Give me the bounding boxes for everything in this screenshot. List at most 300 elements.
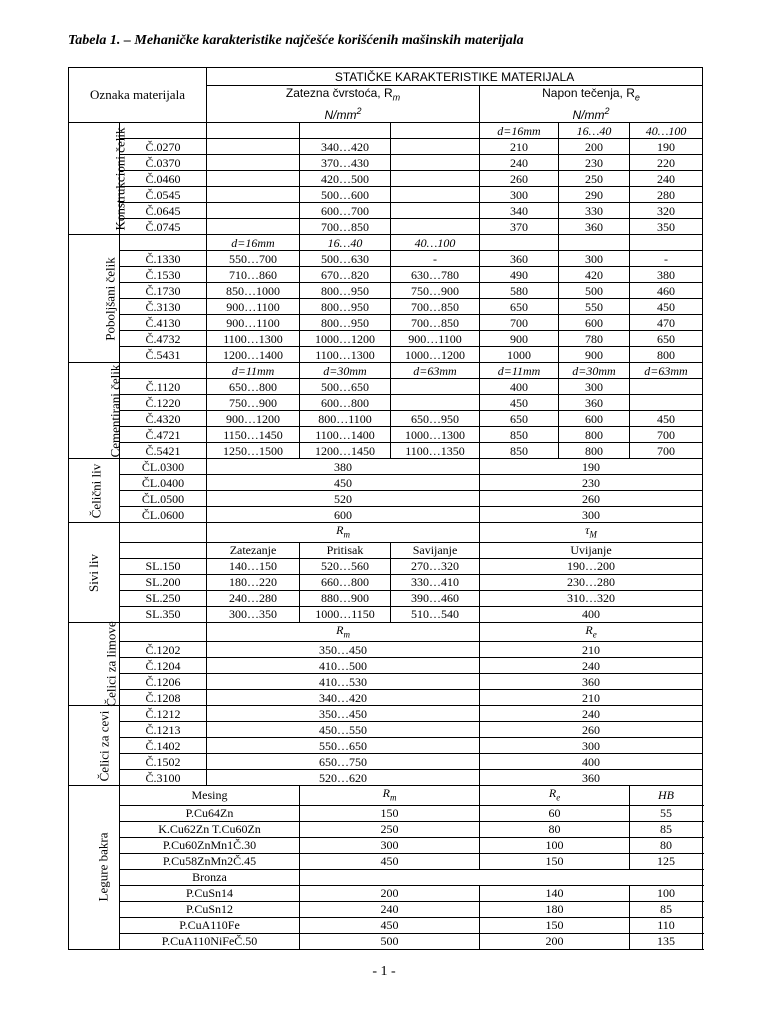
- value-cell: 700: [480, 315, 559, 331]
- header-zatezna-text: Zatezna čvrstoća, R: [285, 86, 393, 100]
- group-label: [69, 459, 120, 523]
- value-cell: 100: [480, 837, 630, 853]
- value-cell: [207, 219, 300, 235]
- subheader-hb: HB: [630, 786, 703, 805]
- value-cell: 880…900: [300, 590, 391, 606]
- material-designation: P.Cu60ZnMn1Č.30: [120, 837, 300, 853]
- material-designation: SL.150: [120, 558, 207, 574]
- value-cell: 300: [559, 251, 630, 267]
- value-cell: 600…800: [300, 395, 391, 411]
- value-cell: 350…450: [207, 642, 480, 658]
- value-cell: 135: [630, 933, 703, 949]
- table-row: [69, 203, 703, 219]
- value-cell: 850: [480, 443, 559, 459]
- value-cell: 210: [480, 690, 703, 706]
- value-cell: 260: [480, 491, 703, 507]
- value-cell: 410…500: [207, 658, 480, 674]
- value-cell: 800: [630, 347, 703, 363]
- subheader-cell: d=30mm: [300, 363, 391, 379]
- value-cell: 450: [480, 395, 559, 411]
- value-cell: 300: [480, 187, 559, 203]
- value-cell: 850: [480, 427, 559, 443]
- subheader-cell: d=63mm: [630, 363, 703, 379]
- material-designation: Č.1212: [120, 706, 207, 722]
- value-cell: 710…860: [207, 267, 300, 283]
- table-row: [69, 933, 703, 949]
- symbol-subscript: e: [556, 792, 561, 803]
- group-label: [69, 235, 120, 363]
- table-row: [69, 622, 703, 641]
- subheader-rm: [207, 622, 480, 641]
- table-row: [69, 805, 703, 821]
- value-cell: 280: [630, 187, 703, 203]
- value-cell: 800…950: [300, 299, 391, 315]
- subheader-re: [480, 786, 630, 805]
- table-row: [69, 837, 703, 853]
- value-cell: 800…950: [300, 315, 391, 331]
- table-row: [69, 574, 703, 590]
- value-cell: 140: [480, 885, 630, 901]
- material-designation: Č.0545: [120, 187, 207, 203]
- symbol-subscript: e: [592, 629, 597, 640]
- value-cell: 410…530: [207, 674, 480, 690]
- value-cell: [391, 139, 480, 155]
- table-row: [69, 901, 703, 917]
- table-row: [69, 786, 703, 805]
- table-row: [69, 267, 703, 283]
- value-cell: 500…600: [300, 187, 391, 203]
- subheader-cell: d=16mm: [480, 123, 559, 139]
- value-cell: 450…550: [207, 722, 480, 738]
- value-cell: 150: [480, 853, 630, 869]
- table-row: [69, 642, 703, 658]
- value-cell: 240: [480, 155, 559, 171]
- subheader-re: [480, 622, 703, 641]
- table-row: [69, 315, 703, 331]
- subheader-cell: [300, 123, 391, 139]
- value-cell: 370…430: [300, 155, 391, 171]
- value-cell: 230: [559, 155, 630, 171]
- symbol-subscript: m: [389, 792, 397, 803]
- value-cell: 450: [207, 475, 480, 491]
- group-label-text: Čelici za limove: [103, 621, 119, 707]
- value-cell: 520: [207, 491, 480, 507]
- value-cell: 370: [480, 219, 559, 235]
- subheader-cell: d=11mm: [480, 363, 559, 379]
- value-cell: 780: [559, 331, 630, 347]
- material-designation: Č.4130: [120, 315, 207, 331]
- value-cell: 450: [630, 411, 703, 427]
- table-row: [69, 475, 703, 491]
- value-cell: 80: [480, 821, 630, 837]
- material-designation: Č.1530: [120, 267, 207, 283]
- value-cell: 650…950: [391, 411, 480, 427]
- value-cell: 360: [559, 219, 630, 235]
- subheader-cell: [630, 235, 703, 251]
- group-label-text: Konstrukcioni čelik: [112, 127, 128, 231]
- material-designation: K.Cu62Zn T.Cu60Zn: [120, 821, 300, 837]
- group-label-text: Cementirani čelik: [107, 364, 123, 458]
- value-cell: 190…200: [480, 558, 703, 574]
- table-row: [69, 558, 703, 574]
- materials-table: [68, 67, 703, 950]
- value-cell: 1100…1300: [300, 347, 391, 363]
- material-designation: SL.350: [120, 606, 207, 622]
- value-cell: [207, 171, 300, 187]
- subheader-cell: Uvijanje: [480, 542, 703, 558]
- symbol: R: [382, 786, 390, 801]
- empty-cell: [120, 622, 207, 641]
- group-label: [69, 523, 120, 622]
- table-row: [69, 885, 703, 901]
- table-row: [69, 917, 703, 933]
- table-row: [69, 821, 703, 837]
- value-cell: -: [391, 251, 480, 267]
- value-cell: 200: [480, 933, 630, 949]
- value-cell: 700: [630, 427, 703, 443]
- value-cell: 340…420: [300, 139, 391, 155]
- table-row: [69, 331, 703, 347]
- value-cell: 1100…1300: [207, 331, 300, 347]
- value-cell: 200: [300, 885, 480, 901]
- table-row: [69, 706, 703, 722]
- material-designation: Č.0745: [120, 219, 207, 235]
- value-cell: 900…1100: [391, 331, 480, 347]
- value-cell: [207, 139, 300, 155]
- value-cell: 650: [630, 331, 703, 347]
- value-cell: 580: [480, 283, 559, 299]
- table-row: [69, 853, 703, 869]
- table-row: [69, 427, 703, 443]
- value-cell: 800…1100: [300, 411, 391, 427]
- table-row: [69, 68, 703, 86]
- table-row: [69, 658, 703, 674]
- table-row: [69, 379, 703, 395]
- group-label: [69, 622, 120, 705]
- material-designation: ČL.0400: [120, 475, 207, 491]
- value-cell: [391, 187, 480, 203]
- table-row: [69, 606, 703, 622]
- value-cell: 240: [480, 658, 703, 674]
- value-cell: 260: [480, 722, 703, 738]
- material-designation: Č.0645: [120, 203, 207, 219]
- value-cell: 800: [559, 427, 630, 443]
- value-cell: 110: [630, 917, 703, 933]
- value-cell: 900: [480, 331, 559, 347]
- value-cell: 220: [630, 155, 703, 171]
- value-cell: 1100…1350: [391, 443, 480, 459]
- value-cell: 55: [630, 805, 703, 821]
- material-designation: Č.0270: [120, 139, 207, 155]
- subheader-cell: d=11mm: [207, 363, 300, 379]
- symbol: R: [585, 622, 593, 637]
- material-designation: Č.1120: [120, 379, 207, 395]
- value-cell: 350: [630, 219, 703, 235]
- table-row: [69, 722, 703, 738]
- group-label: [69, 123, 128, 235]
- value-cell: 750…900: [207, 395, 300, 411]
- empty-cell: [120, 123, 207, 139]
- value-cell: 190: [630, 139, 703, 155]
- value-cell: 400: [480, 379, 559, 395]
- material-designation: Č.1730: [120, 283, 207, 299]
- page-number: - 1 -: [372, 964, 396, 979]
- empty-cell: [300, 869, 703, 885]
- material-designation: P.CuA110NiFeČ.50: [120, 933, 300, 949]
- value-cell: 1100…1400: [300, 427, 391, 443]
- header-zatezna: [207, 86, 480, 123]
- subheader-cell: [391, 123, 480, 139]
- header-zatezna-unit: N/mm: [324, 108, 357, 123]
- material-designation: Č.1330: [120, 251, 207, 267]
- value-cell: 500: [559, 283, 630, 299]
- value-cell: 400: [480, 754, 703, 770]
- table-row: [69, 395, 703, 411]
- value-cell: 600…700: [300, 203, 391, 219]
- value-cell: 900…1100: [207, 315, 300, 331]
- value-cell: 1200…1400: [207, 347, 300, 363]
- material-designation: Č.4320: [120, 411, 207, 427]
- subheader-cell: [480, 235, 559, 251]
- material-designation: P.Cu58ZnMn2Č.45: [120, 853, 300, 869]
- subheader-tau: [480, 523, 703, 542]
- value-cell: 230: [480, 475, 703, 491]
- value-cell: 500…650: [300, 379, 391, 395]
- value-cell: [207, 155, 300, 171]
- subheader-cell: 16…40: [559, 123, 630, 139]
- value-cell: 100: [630, 885, 703, 901]
- material-designation: Č.0370: [120, 155, 207, 171]
- value-cell: 660…800: [300, 574, 391, 590]
- material-designation: Č.0460: [120, 171, 207, 187]
- subheader-cell: d=63mm: [391, 363, 480, 379]
- value-cell: 600: [559, 315, 630, 331]
- value-cell: 300: [559, 379, 630, 395]
- symbol-subscript: m: [343, 629, 350, 640]
- value-cell: 420: [559, 267, 630, 283]
- symbol: τ: [585, 523, 590, 538]
- value-cell: 700…850: [300, 219, 391, 235]
- value-cell: 360: [559, 395, 630, 411]
- value-cell: 360: [480, 674, 703, 690]
- table-row: [69, 459, 703, 475]
- subgroup-mesing: Mesing: [120, 786, 300, 805]
- value-cell: 340: [480, 203, 559, 219]
- table-row: [69, 690, 703, 706]
- value-cell: 60: [480, 805, 630, 821]
- empty-cell: [120, 363, 207, 379]
- table-row: [69, 523, 703, 542]
- value-cell: 490: [480, 267, 559, 283]
- group-label-text: Poboljšani čelik: [102, 257, 118, 341]
- value-cell: 190: [480, 459, 703, 475]
- value-cell: 260: [480, 171, 559, 187]
- empty-cell: [120, 542, 207, 558]
- value-cell: 700: [630, 443, 703, 459]
- subheader-rm: [300, 786, 480, 805]
- value-cell: 600: [559, 411, 630, 427]
- header-napon-text: Napon tečenja, R: [542, 86, 635, 100]
- table-row: [69, 155, 703, 171]
- value-cell: [391, 171, 480, 187]
- value-cell: 650…750: [207, 754, 480, 770]
- material-designation: Č.1206: [120, 674, 207, 690]
- value-cell: [207, 187, 300, 203]
- value-cell: 250: [300, 821, 480, 837]
- value-cell: 1000…1150: [300, 606, 391, 622]
- header-napon-unit: N/mm: [572, 108, 605, 123]
- value-cell: 420…500: [300, 171, 391, 187]
- table-row: [69, 219, 703, 235]
- group-label-text: Legure bakra: [95, 832, 111, 902]
- value-cell: 500…630: [300, 251, 391, 267]
- value-cell: [391, 155, 480, 171]
- subheader-cell: d=16mm: [207, 235, 300, 251]
- value-cell: 150: [480, 917, 630, 933]
- value-cell: 300…350: [207, 606, 300, 622]
- empty-cell: [120, 235, 207, 251]
- header-zatezna-sub: m: [392, 92, 401, 103]
- value-cell: 210: [480, 642, 703, 658]
- value-cell: 390…460: [391, 590, 480, 606]
- value-cell: 1000…1200: [300, 331, 391, 347]
- value-cell: 85: [630, 821, 703, 837]
- value-cell: [630, 379, 703, 395]
- value-cell: 125: [630, 853, 703, 869]
- subheader-cell: 40…100: [391, 235, 480, 251]
- table-row: [69, 411, 703, 427]
- value-cell: 650: [480, 299, 559, 315]
- value-cell: 310…320: [480, 590, 703, 606]
- value-cell: 1200…1450: [300, 443, 391, 459]
- value-cell: 290: [559, 187, 630, 203]
- value-cell: 330: [559, 203, 630, 219]
- table-row: [69, 299, 703, 315]
- table-row: [69, 542, 703, 558]
- value-cell: 80: [630, 837, 703, 853]
- subheader-cell: [559, 235, 630, 251]
- value-cell: 630…780: [391, 267, 480, 283]
- material-designation: Č.3130: [120, 299, 207, 315]
- material-designation: P.CuSn12: [120, 901, 300, 917]
- value-cell: 1000…1300: [391, 427, 480, 443]
- value-cell: 180…220: [207, 574, 300, 590]
- table-row: [69, 363, 703, 379]
- value-cell: 800: [559, 443, 630, 459]
- header-napon-sub: e: [634, 92, 640, 103]
- material-designation: ČL.0600: [120, 507, 207, 523]
- value-cell: 800…950: [300, 283, 391, 299]
- value-cell: [207, 203, 300, 219]
- value-cell: 1000…1200: [391, 347, 480, 363]
- material-designation: Č.1202: [120, 642, 207, 658]
- subheader-cell: 16…40: [300, 235, 391, 251]
- value-cell: 550…650: [207, 738, 480, 754]
- table-title: Tabela 1. – Mehaničke karakteristike najčešće korišćenih mašinskih materijala: [68, 33, 524, 48]
- value-cell: 1250…1500: [207, 443, 300, 459]
- value-cell: 330…410: [391, 574, 480, 590]
- value-cell: 380: [207, 459, 480, 475]
- value-cell: 470: [630, 315, 703, 331]
- table-row: [69, 491, 703, 507]
- value-cell: 1000: [480, 347, 559, 363]
- subgroup-bronza: Bronza: [120, 869, 300, 885]
- value-cell: [391, 379, 480, 395]
- value-cell: 850…1000: [207, 283, 300, 299]
- value-cell: 900…1100: [207, 299, 300, 315]
- value-cell: 520…560: [300, 558, 391, 574]
- value-cell: 85: [630, 901, 703, 917]
- value-cell: 320: [630, 203, 703, 219]
- empty-cell: [120, 523, 207, 542]
- material-designation: Č.1208: [120, 690, 207, 706]
- header-staticke: STATIČKE KARAKTERISTIKE MATERIJALA: [207, 68, 703, 86]
- value-cell: 360: [480, 770, 703, 786]
- value-cell: -: [630, 251, 703, 267]
- value-cell: 240: [300, 901, 480, 917]
- group-label-text: Čelici za cevi: [96, 710, 112, 782]
- value-cell: 360: [480, 251, 559, 267]
- value-cell: 340…420: [207, 690, 480, 706]
- material-designation: SL.200: [120, 574, 207, 590]
- table-row: [69, 738, 703, 754]
- material-designation: SL.250: [120, 590, 207, 606]
- material-designation: ČL.0300: [120, 459, 207, 475]
- header-napon-unit-exp: 2: [604, 106, 610, 117]
- value-cell: 700…850: [391, 299, 480, 315]
- subheader-cell: 40…100: [630, 123, 703, 139]
- value-cell: 550: [559, 299, 630, 315]
- value-cell: 1150…1450: [207, 427, 300, 443]
- value-cell: 230…280: [480, 574, 703, 590]
- table-row: [69, 347, 703, 363]
- value-cell: 450: [300, 917, 480, 933]
- value-cell: 670…820: [300, 267, 391, 283]
- material-designation: Č.1220: [120, 395, 207, 411]
- symbol-subscript: m: [343, 529, 350, 540]
- value-cell: 350…450: [207, 706, 480, 722]
- value-cell: 460: [630, 283, 703, 299]
- subheader-rm: [207, 523, 480, 542]
- value-cell: 600: [207, 507, 480, 523]
- value-cell: 150: [300, 805, 480, 821]
- material-designation: P.CuSn14: [120, 885, 300, 901]
- value-cell: 900…1200: [207, 411, 300, 427]
- table-row: [69, 869, 703, 885]
- value-cell: 270…320: [391, 558, 480, 574]
- value-cell: [391, 219, 480, 235]
- value-cell: 240…280: [207, 590, 300, 606]
- material-designation: ČL.0500: [120, 491, 207, 507]
- value-cell: 650…800: [207, 379, 300, 395]
- value-cell: 750…900: [391, 283, 480, 299]
- value-cell: 300: [300, 837, 480, 853]
- material-designation: Č.5421: [120, 443, 207, 459]
- value-cell: 300: [480, 507, 703, 523]
- value-cell: 450: [300, 853, 480, 869]
- header-napon: [480, 86, 703, 123]
- material-designation: P.Cu64Zn: [120, 805, 300, 821]
- symbol: R: [548, 786, 557, 801]
- value-cell: 240: [630, 171, 703, 187]
- table-row: [69, 507, 703, 523]
- table-row: [69, 283, 703, 299]
- material-designation: Č.1204: [120, 658, 207, 674]
- table-row: [69, 235, 703, 251]
- symbol: R: [336, 523, 344, 538]
- group-label: [69, 363, 123, 459]
- value-cell: 520…620: [207, 770, 480, 786]
